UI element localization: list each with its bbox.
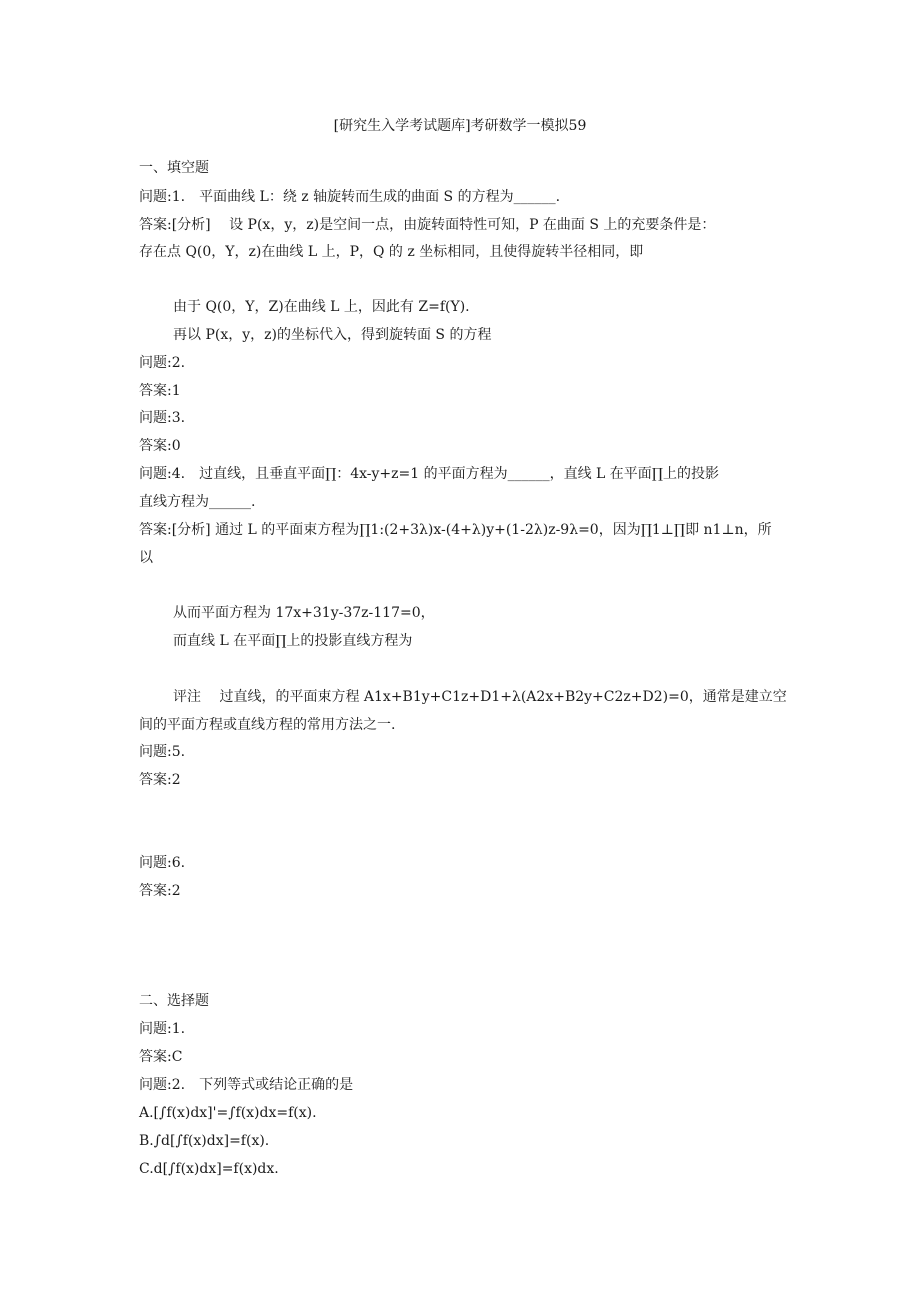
answer-4-remark-line-2: 间的平面方程或直线方程的常用方法之一. [139,717,396,733]
section-heading-fill-in: 一、填空题 [139,160,209,176]
answer-4-remark-line-1: 评注 过直线，的平面束方程 A1x+B1y+C1z+D1+λ(A2x+B2y+C2z+D2)=0，通常是建立空 [173,689,787,705]
option-b: B.∫d[∫f(x)dx]=f(x). [139,1133,270,1149]
question-1: 问题:1. 平面曲线 L：绕 z 轴旋转而生成的曲面 S 的方程为______. [139,189,561,205]
answer-4-line-1: 答案:[分析] 通过 L 的平面束方程为∏1:(2+3λ)x-(4+λ)y+(1-2λ)z-9λ=0，因为∏1⊥∏即 n1⊥n，所 [139,522,772,538]
answer-6: 答案:2 [139,883,181,899]
answer-1-line-1: 答案:[分析] 设 P(x，y，z)是空间一点，由旋转面特性可知，P 在曲面 S 上的充要条件是： [139,217,716,233]
option-c: C.d[∫f(x)dx]=f(x)dx. [139,1161,279,1177]
question-4-line-1: 问题:4. 过直线，且垂直平面∏：4x-y+z=1 的平面方程为______，直线 L 在平面∏上的投影 [139,466,719,482]
section-heading-multiple-choice: 二、选择题 [139,993,209,1009]
question-2: 问题:2. [139,355,186,371]
answer-2: 答案:1 [139,383,181,399]
choice-answer-1: 答案:C [139,1049,183,1065]
answer-1-line-4: 再以 P(x，y，z)的坐标代入，得到旋转面 S 的方程 [173,327,492,343]
answer-4-line-2: 以 [139,550,153,566]
answer-1-line-3: 由于 Q(0，Y，Z)在曲线 L 上，因此有 Z=f(Y). [173,299,470,315]
choice-question-2: 问题:2. 下列等式或结论正确的是 [139,1077,354,1093]
answer-3: 答案:0 [139,438,181,454]
question-3: 问题:3. [139,410,186,426]
question-6: 问题:6. [139,855,186,871]
question-4-line-2: 直线方程为______. [139,494,256,510]
option-a: A.[∫f(x)dx]'=∫f(x)dx=f(x). [139,1105,317,1121]
answer-1-line-2: 存在点 Q(0，Y，z)在曲线 L 上，P，Q 的 z 坐标相同，且使得旋转半径相同，即 [139,244,644,260]
answer-4-line-4: 而直线 L 在平面∏上的投影直线方程为 [173,633,413,649]
choice-question-1: 问题:1. [139,1021,186,1037]
answer-5: 答案:2 [139,772,181,788]
page-title: [研究生入学考试题库]考研数学一模拟59 [333,118,587,134]
question-5: 问题:5. [139,744,186,760]
answer-4-line-3: 从而平面方程为 17x+31y-37z-117=0， [173,605,435,621]
